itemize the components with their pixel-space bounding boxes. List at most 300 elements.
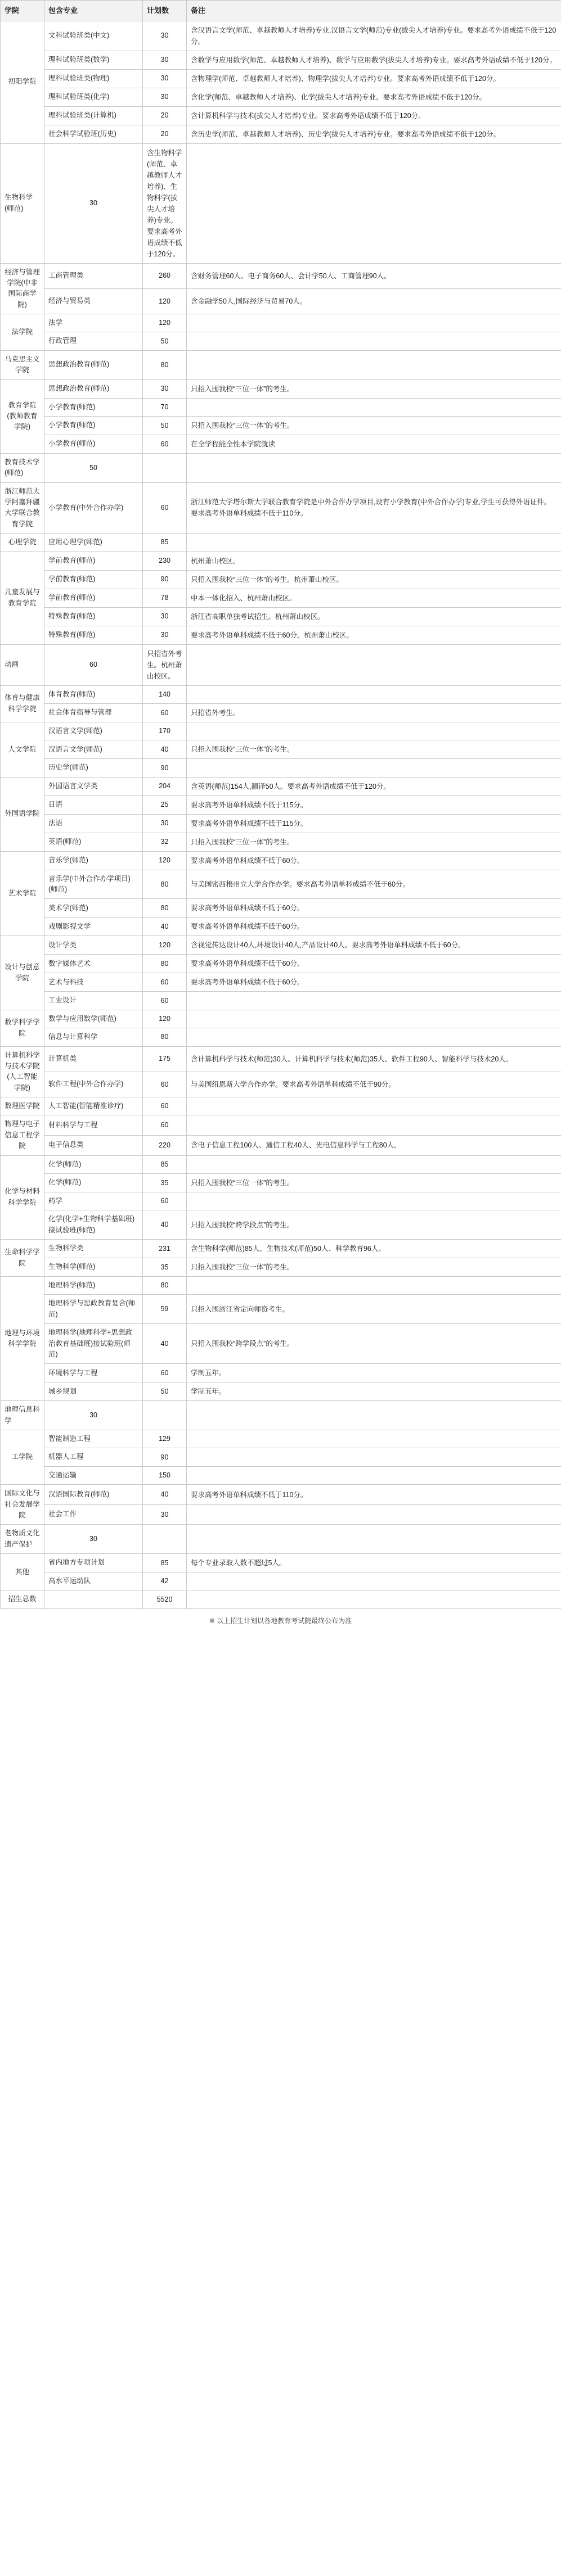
- cell-major: 数学与应用数学(师范): [44, 1010, 143, 1028]
- cell-major: 特殊教育(师范): [44, 626, 143, 644]
- table-row: [1, 1277, 561, 1295]
- cell-plan: 60: [143, 435, 187, 453]
- cell-major: 地理科学(地理科学+思想政治教育基础班)接试验班(师范): [44, 1324, 143, 1364]
- cell-major: 学前教育(师范): [44, 589, 143, 607]
- table-row: [1, 1525, 561, 1554]
- cell-note: [187, 534, 561, 552]
- cell-major: 英语(师范): [44, 833, 143, 851]
- cell-note: [187, 332, 561, 350]
- table-row: [1, 288, 561, 314]
- cell-college: 法学院: [1, 314, 44, 351]
- cell-note: 只招入围浙江省定向师资考生。: [187, 1295, 561, 1324]
- table-row: [1, 332, 561, 350]
- cell-note: [187, 1277, 561, 1295]
- cell-plan: 20: [143, 106, 187, 125]
- table-row: [1, 973, 561, 992]
- cell-plan: 90: [143, 570, 187, 589]
- table-row: [1, 435, 561, 453]
- cell-plan: 40: [143, 1324, 187, 1364]
- cell-college: 生命科学学院: [1, 1240, 44, 1277]
- cell-major: 地理信息科学: [1, 1401, 44, 1430]
- table-row: [1, 534, 561, 552]
- cell-major: 美术学(师范): [44, 899, 143, 918]
- cell-note: [187, 1010, 561, 1028]
- cell-major: 小学教育(师范): [44, 416, 143, 435]
- cell-plan: 20: [143, 125, 187, 143]
- cell-note: 含金融学50人,国际经济与贸易70人。: [187, 288, 561, 314]
- table-row: [1, 1554, 561, 1572]
- cell-major: 汉语国际教育(师范): [44, 1485, 143, 1505]
- cell-plan: 30: [44, 143, 143, 263]
- cell-plan: 30: [143, 1505, 187, 1525]
- cell-note: 只招入围我校“三位一体”的考生。: [187, 1173, 561, 1192]
- cell-note: 只招省外考生。杭州萧山校区。: [143, 644, 187, 685]
- cell-plan: 120: [143, 314, 187, 332]
- table-row: [1, 1097, 561, 1115]
- cell-major: 化学(化学+生物科学基础班)接试验班(师范): [44, 1210, 143, 1240]
- cell-major: 地理科学与思政教育复合(师范): [44, 1295, 143, 1324]
- cell-note: [187, 350, 561, 379]
- cell-major: 学前教育(师范): [44, 570, 143, 589]
- cell-plan: 90: [143, 759, 187, 777]
- cell-note: 要求高考外语单科成绩不低于60分。: [187, 955, 561, 973]
- cell-note: 每个专业录取人数不超过5人。: [187, 1554, 561, 1572]
- cell-plan: 50: [143, 332, 187, 350]
- table-row: [1, 1258, 561, 1277]
- cell-plan: 60: [143, 992, 187, 1010]
- cell-major: 法学: [44, 314, 143, 332]
- table-row: [1, 1135, 561, 1155]
- cell-plan: 30: [143, 51, 187, 69]
- cell-major: 小学教育(师范): [44, 435, 143, 453]
- table-header: [1, 1, 561, 21]
- cell-major: 工商管理类: [44, 263, 143, 288]
- cell-plan: 35: [143, 1173, 187, 1192]
- cell-note: 浙江师范大学塔尔斯大学联合教育学院是中外合作办学项目,设有小学教育(中外合作办学)专业,学生可获得外语证件。要求高考外语单科成绩不低于110分。: [187, 482, 561, 534]
- cell-plan: 80: [143, 1277, 187, 1295]
- table-row: [1, 1210, 561, 1240]
- header-college: 学院: [1, 1, 44, 21]
- cell-note: 含生物科学(师范、卓越教师人才培养)、生物科学(拔尖人才培养)专业。要求高考外语成绩不低于120分。: [143, 143, 187, 263]
- header-plan: 计划数: [143, 1, 187, 21]
- cell-major: 戏剧影视文学: [44, 918, 143, 936]
- cell-note: 含生物科学(师范)85人、生物技术(师范)50人、科学教育96人。: [187, 1240, 561, 1258]
- cell-major: 交通运输: [44, 1466, 143, 1484]
- cell-major: 机器人工程: [44, 1448, 143, 1466]
- cell-plan: 80: [143, 350, 187, 379]
- cell-plan: 120: [143, 1010, 187, 1028]
- cell-plan: 60: [143, 1115, 187, 1135]
- table-row: [1, 416, 561, 435]
- cell-college: 初阳学院: [1, 21, 44, 143]
- table-row: [1, 1466, 561, 1484]
- cell-plan: 85: [143, 534, 187, 552]
- cell-plan: 60: [143, 973, 187, 992]
- table-row: [1, 69, 561, 88]
- cell-note: 要求高考外语单科成绩不低于60分。: [187, 851, 561, 870]
- cell-note: [187, 1192, 561, 1210]
- cell-major: 思想政治教育(师范): [44, 379, 143, 398]
- cell-note: [187, 1028, 561, 1046]
- table-row: [1, 851, 561, 870]
- table-row: [1, 796, 561, 814]
- cell-plan: 50: [143, 416, 187, 435]
- cell-plan: 30: [44, 1401, 143, 1430]
- table-row: [1, 814, 561, 833]
- cell-note: [187, 1430, 561, 1448]
- cell-note: 只招入围我校“跨学段点”的考生。: [187, 1210, 561, 1240]
- cell-major: [44, 1590, 143, 1608]
- cell-note: 要求高考外语单科成绩不低于110分。: [187, 1485, 561, 1505]
- table-row: [1, 1240, 561, 1258]
- cell-major: 法语: [44, 814, 143, 833]
- header-note: 备注: [187, 1, 561, 21]
- cell-note: 只招入围我校“三位一体”的考生。: [187, 833, 561, 851]
- cell-major: 生物科学(师范): [1, 143, 44, 263]
- table-row: [1, 1572, 561, 1590]
- table-row: [1, 918, 561, 936]
- cell-plan: 5520: [143, 1590, 187, 1608]
- table-row: [1, 1046, 561, 1072]
- cell-plan: 231: [143, 1240, 187, 1258]
- cell-college: 艺术学院: [1, 851, 44, 936]
- cell-note: 要求高考外语单科成绩不低于60分。: [187, 973, 561, 992]
- cell-note: 含数学与应用数学(师范、卓越教师人才培养)、数学与应用数学(拔尖人才培养)专业。要求高考外语成绩不低于120分。: [187, 51, 561, 69]
- cell-note: [187, 1155, 561, 1173]
- cell-plan: 42: [143, 1572, 187, 1590]
- table-row: [1, 453, 561, 482]
- table-row: [1, 777, 561, 796]
- cell-college: 国际文化与社会发展学院: [1, 1485, 44, 1525]
- cell-major: 人工智能(智能精准诊疗): [44, 1097, 143, 1115]
- cell-note: [143, 1401, 187, 1430]
- cell-major: 体育教育(师范): [44, 685, 143, 703]
- table-row: [1, 1430, 561, 1448]
- table-row: [1, 570, 561, 589]
- table-row: [1, 1295, 561, 1324]
- cell-note: 浙江省高职单独考试招生。杭州萧山校区。: [187, 607, 561, 626]
- cell-plan: 59: [143, 1295, 187, 1324]
- cell-note: 中本一体化招入、杭州萧山校区。: [187, 589, 561, 607]
- cell-plan: 40: [143, 1210, 187, 1240]
- cell-major: 文科试验班类(中文): [44, 21, 143, 51]
- cell-note: 只招入围我校“三位一体”的考生。: [187, 379, 561, 398]
- table-row: [1, 589, 561, 607]
- cell-college: 外国语学院: [1, 777, 44, 851]
- table-row: [1, 870, 561, 899]
- table-row: [1, 263, 561, 288]
- cell-note: 学制五年。: [187, 1364, 561, 1382]
- cell-college: 其他: [1, 1554, 44, 1590]
- cell-note: 要求高考外语单科成绩不低于115分。: [187, 814, 561, 833]
- cell-plan: 120: [143, 851, 187, 870]
- table-row: [1, 936, 561, 955]
- cell-plan: 78: [143, 589, 187, 607]
- cell-note: 只招入围我校“三位一体”的考生。: [187, 1258, 561, 1277]
- table-row: [1, 88, 561, 106]
- cell-note: [187, 722, 561, 740]
- footer-note: ※ 以上招生计划以各地教育考试院最终公布为准: [209, 1616, 352, 1625]
- cell-major: 生物科学类: [44, 1240, 143, 1258]
- table-row: [1, 125, 561, 143]
- cell-plan: 80: [143, 1028, 187, 1046]
- cell-college: 儿童发展与教育学院: [1, 552, 44, 644]
- table-body: [1, 21, 561, 1608]
- cell-plan: 30: [143, 626, 187, 644]
- cell-plan: 170: [143, 722, 187, 740]
- cell-plan: 204: [143, 777, 187, 796]
- cell-major: 学前教育(师范): [44, 552, 143, 570]
- cell-major: 小学教育(师范): [44, 398, 143, 416]
- table-row: [1, 1324, 561, 1364]
- cell-note: 含电子信息工程100人、通信工程40人、光电信息科学与工程80人。: [187, 1135, 561, 1155]
- table-row: [1, 51, 561, 69]
- table-row: [1, 1115, 561, 1135]
- cell-major: 理科试验班类(计算机): [44, 106, 143, 125]
- table-row: [1, 1155, 561, 1173]
- cell-college: 体育与健康科学学院: [1, 685, 44, 722]
- table-row: [1, 143, 561, 263]
- cell-note: [187, 992, 561, 1010]
- cell-college: 数理医学院: [1, 1097, 44, 1115]
- cell-note: 含英语(师范)154人,翻译50人。要求高考外语成绩不低于120分。: [187, 777, 561, 796]
- cell-plan: 30: [143, 379, 187, 398]
- cell-major: 理科试验班类(数学): [44, 51, 143, 69]
- cell-plan: 120: [143, 288, 187, 314]
- table-row: [1, 703, 561, 722]
- cell-major: 城乡规划: [44, 1382, 143, 1401]
- cell-major: 省内地方专项计划: [44, 1554, 143, 1572]
- cell-note: [187, 1097, 561, 1115]
- cell-plan: 50: [44, 453, 143, 482]
- cell-note: 只招省外考生。: [187, 703, 561, 722]
- cell-major: 艺术与科技: [44, 973, 143, 992]
- table-row: [1, 1010, 561, 1028]
- cell-plan: 30: [143, 21, 187, 51]
- cell-major: 历史学(师范): [44, 759, 143, 777]
- table-row: [1, 482, 561, 534]
- cell-plan: 30: [143, 88, 187, 106]
- cell-note: 在全学程能全性本学院就读: [187, 435, 561, 453]
- table-row: [1, 1028, 561, 1046]
- cell-major: 高水平运动队: [44, 1572, 143, 1590]
- cell-note: [187, 1572, 561, 1590]
- cell-major: 行政管理: [44, 332, 143, 350]
- cell-major: 社会科学试验班(历史): [44, 125, 143, 143]
- cell-major: 地理科学(师范): [44, 1277, 143, 1295]
- cell-note: 只招入围我校“三位一体”的考生。: [187, 416, 561, 435]
- cell-plan: 70: [143, 398, 187, 416]
- cell-major: 软件工程(中外合作办学): [44, 1072, 143, 1097]
- cell-major: 智能制造工程: [44, 1430, 143, 1448]
- cell-note: [143, 453, 187, 482]
- table-row: [1, 992, 561, 1010]
- cell-plan: 140: [143, 685, 187, 703]
- cell-major: 信息与计算科学: [44, 1028, 143, 1046]
- cell-plan: 80: [143, 955, 187, 973]
- cell-major: 理科试验班类(物理): [44, 69, 143, 88]
- cell-plan: 220: [143, 1135, 187, 1155]
- table-row: [1, 379, 561, 398]
- cell-plan: 85: [143, 1155, 187, 1173]
- cell-major: 生物科学(师范): [44, 1258, 143, 1277]
- cell-note: 含视觉传达设计40人,环境设计40人,产品设计40人。要求高考外语单科成绩不低于60分。: [187, 936, 561, 955]
- cell-major: 汉语言文学(师范): [44, 740, 143, 759]
- cell-college: 计算机科学与技术学院(人工智能学院): [1, 1046, 44, 1097]
- cell-plan: 80: [143, 899, 187, 918]
- table-row: [1, 833, 561, 851]
- cell-note: [187, 1466, 561, 1484]
- cell-major: 设计学类: [44, 936, 143, 955]
- cell-major: 教育技术学(师范): [1, 453, 44, 482]
- cell-note: 要求高考外语单科成绩不低于60分。: [187, 918, 561, 936]
- table-row: [1, 685, 561, 703]
- cell-plan: 60: [143, 1192, 187, 1210]
- cell-note: 与美国纽恩斯大学合作办学。要求高考外语单科成绩不低于90分。: [187, 1072, 561, 1097]
- cell-note: [187, 759, 561, 777]
- cell-major: 计算机类: [44, 1046, 143, 1072]
- table-row: [1, 759, 561, 777]
- cell-college: 工学院: [1, 1430, 44, 1485]
- cell-plan: 60: [143, 703, 187, 722]
- cell-college: 人文学院: [1, 722, 44, 777]
- cell-major: 工业设计: [44, 992, 143, 1010]
- cell-major: 汉语言文学(师范): [44, 722, 143, 740]
- cell-plan: 60: [143, 482, 187, 534]
- cell-plan: 120: [143, 936, 187, 955]
- cell-plan: 60: [143, 1364, 187, 1382]
- cell-note: [187, 314, 561, 332]
- cell-note: 与美国密西根州立大学合作办学。要求高考外语单科成绩不低于60分。: [187, 870, 561, 899]
- cell-note: [187, 1448, 561, 1466]
- cell-college: 浙江师范大学阿塞拜疆大学联合教育学院: [1, 482, 44, 534]
- cell-plan: 129: [143, 1430, 187, 1448]
- cell-plan: 50: [143, 1382, 187, 1401]
- cell-plan: 35: [143, 1258, 187, 1277]
- table-row: [1, 21, 561, 51]
- table-row: [1, 314, 561, 332]
- cell-note: 杭州萧山校区。: [187, 552, 561, 570]
- cell-college: 经济与管理学院(中非国际商学院): [1, 263, 44, 314]
- cell-major: 思想政治教育(师范): [44, 350, 143, 379]
- cell-plan: 30: [44, 1525, 143, 1554]
- cell-college: 数学科学学院: [1, 1010, 44, 1046]
- cell-college: 心理学院: [1, 534, 44, 552]
- cell-college: 化学与材料科学学院: [1, 1155, 44, 1240]
- table-row: [1, 899, 561, 918]
- cell-plan: 90: [143, 1448, 187, 1466]
- cell-note: 学制五年。: [187, 1382, 561, 1401]
- cell-major: 经济与贸易类: [44, 288, 143, 314]
- cell-note: 只招入围我校“三位一体”的考生。: [187, 740, 561, 759]
- cell-plan: 60: [143, 1072, 187, 1097]
- cell-note: 含物理学(师范、卓越教师人才培养)、物理学(拔尖人才培养)专业。要求高考外语成绩不低于120分。: [187, 69, 561, 88]
- cell-major: 小学教育(中外合作办学): [44, 482, 143, 534]
- cell-major: 药学: [44, 1192, 143, 1210]
- cell-major: 环境科学与工程: [44, 1364, 143, 1382]
- cell-note: 只招入围我校“跨学段点”的考生。: [187, 1324, 561, 1364]
- cell-major: 社会体育指导与管理: [44, 703, 143, 722]
- cell-major: 音乐学(中外合作办学项目)(师范): [44, 870, 143, 899]
- cell-note: 含汉语言文学(师范、卓越教师人才培养)专业,汉语言文学(师范)专业(拔尖人才培养)专业。要求高考外语成绩不低于120分。: [187, 21, 561, 51]
- cell-plan: 30: [143, 607, 187, 626]
- cell-college: 招生总数: [1, 1590, 44, 1608]
- cell-note: 只招入围我校“三位一体”的考生。杭州萧山校区。: [187, 570, 561, 589]
- cell-plan: 40: [143, 1485, 187, 1505]
- cell-major: 材料科学与工程: [44, 1115, 143, 1135]
- cell-major: 数字媒体艺术: [44, 955, 143, 973]
- cell-plan: 80: [143, 870, 187, 899]
- cell-plan: 40: [143, 918, 187, 936]
- cell-plan: 230: [143, 552, 187, 570]
- table-row: [1, 1448, 561, 1466]
- cell-plan: 32: [143, 833, 187, 851]
- table-header-row: [1, 1, 561, 21]
- cell-note: [187, 1505, 561, 1525]
- table-row: [1, 1485, 561, 1505]
- cell-major: 电子信息类: [44, 1135, 143, 1155]
- table-row: [1, 1364, 561, 1382]
- cell-college: 地理与环境科学学院: [1, 1277, 44, 1401]
- cell-plan: 30: [143, 814, 187, 833]
- cell-note: 要求高考外语单科成绩不低于60分。杭州萧山校区。: [187, 626, 561, 644]
- table-row: [1, 722, 561, 740]
- cell-college: 设计与创意学院: [1, 936, 44, 1010]
- table-row: [1, 350, 561, 379]
- cell-major: 日语: [44, 796, 143, 814]
- cell-note: [187, 685, 561, 703]
- table-row-total: [1, 1590, 561, 1608]
- cell-note: 含计算机科学与技术(拔尖人才培养)专业。要求高考外语成绩不低于120分。: [187, 106, 561, 125]
- table-row: [1, 740, 561, 759]
- cell-major: 应用心理学(师范): [44, 534, 143, 552]
- table-row: [1, 955, 561, 973]
- cell-note: [187, 398, 561, 416]
- cell-note: 含化学(师范、卓越教师人才培养)、化学(拔尖人才培养)专业。要求高考外语成绩不低于120分。: [187, 88, 561, 106]
- table-row: [1, 398, 561, 416]
- cell-note: [143, 1525, 187, 1554]
- cell-major: 老物质文化遗产保护: [1, 1525, 44, 1554]
- table-row: [1, 644, 561, 685]
- cell-plan: 150: [143, 1466, 187, 1484]
- cell-major: 特殊教育(师范): [44, 607, 143, 626]
- cell-major: 外国语言文学类: [44, 777, 143, 796]
- cell-note: [187, 1115, 561, 1135]
- cell-plan: 60: [143, 1097, 187, 1115]
- cell-note: 含历史学(师范、卓越教师人才培养)、历史学(拔尖人才培养)专业。要求高考外语成绩不低于120分。: [187, 125, 561, 143]
- cell-note: [187, 1590, 561, 1608]
- cell-major: 动画: [1, 644, 44, 685]
- cell-major: 化学(师范): [44, 1155, 143, 1173]
- table-row: [1, 626, 561, 644]
- cell-plan: 25: [143, 796, 187, 814]
- cell-note: 含计算机科学与技术(师范)30人、计算机科学与技术(师范)35人、软件工程90人、智能科学与技术20人。: [187, 1046, 561, 1072]
- header-major: 包含专业: [44, 1, 143, 21]
- table-row: [1, 1192, 561, 1210]
- cell-college: 马克思主义学院: [1, 350, 44, 379]
- cell-note: 要求高考外语单科成绩不低于115分。: [187, 796, 561, 814]
- cell-note: 要求高考外语单科成绩不低于60分。: [187, 899, 561, 918]
- cell-plan: 40: [143, 740, 187, 759]
- table-row: [1, 1382, 561, 1401]
- cell-plan: 175: [143, 1046, 187, 1072]
- cell-major: 化学(师范): [44, 1173, 143, 1192]
- cell-plan: 30: [143, 69, 187, 88]
- table-row: [1, 1505, 561, 1525]
- table-row: [1, 1072, 561, 1097]
- cell-college: 教育学院(教师教育学院): [1, 379, 44, 453]
- cell-note: 含财务管理60人、电子商务60人、会计学50人、工商管理90人。: [187, 263, 561, 288]
